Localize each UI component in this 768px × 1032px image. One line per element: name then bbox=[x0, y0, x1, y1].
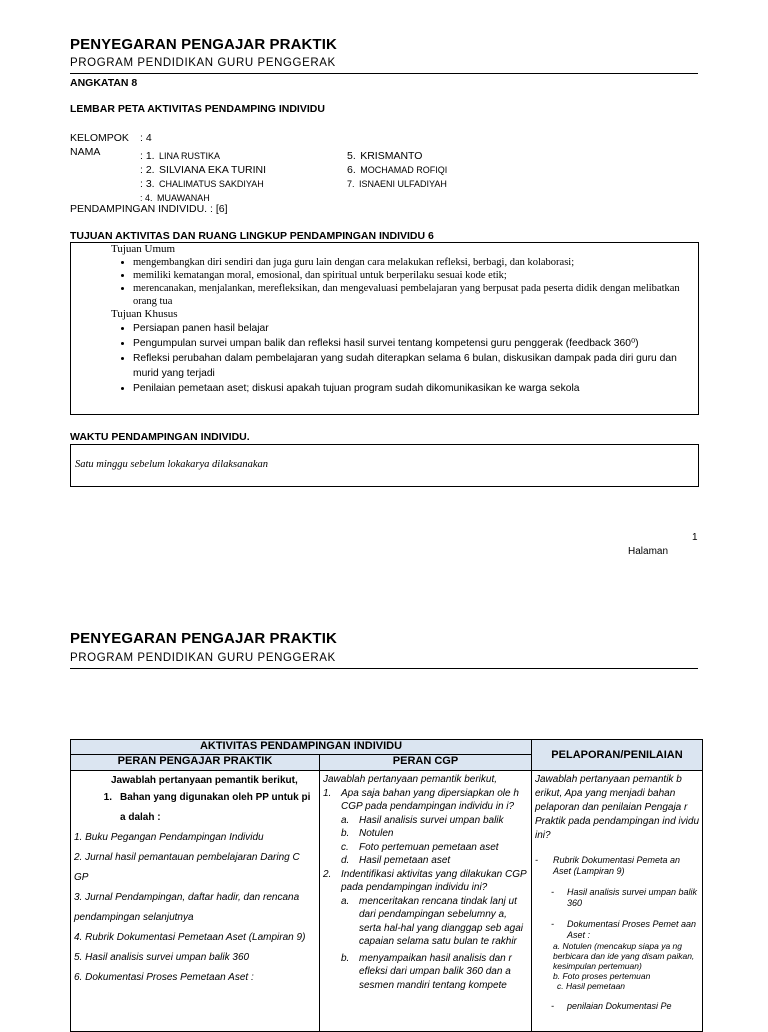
member-row bbox=[347, 146, 447, 160]
member-number: : 1. bbox=[140, 150, 155, 162]
member-row bbox=[347, 160, 447, 174]
member-name: MUAWANAH bbox=[156, 193, 210, 203]
report-item: - Dokumentasi Proses Pemet aan Aset : bbox=[535, 919, 699, 941]
list-item: • memiliki kematangan moral, emosional, dan spiritual untuk berperilaku sesuai kode etik; bbox=[133, 269, 698, 282]
list-item: • Pengumpulan survei umpan balik dan refleksi hasil survei tentang kompetensi guru penggerak (feedback 360⁰) bbox=[133, 336, 698, 351]
report-intro: Jawablah pertanyaan pemantik b erikut, Apa yang menjadi bahan pelaporan dan penilaian Pengaja r Praktik pada pendampingan ind ividu ini? bbox=[535, 774, 699, 841]
member-name: SILVIANA EKA TURINI bbox=[159, 164, 267, 176]
list-item-text: Notulen bbox=[359, 828, 394, 839]
list-item bbox=[323, 841, 528, 855]
report-item-text: penilaian Dokumentasi Pe bbox=[567, 1001, 672, 1011]
list-item-text: menyampaikan hasil analisis dan r efleksi dari umpan balik 360 dan a sesmen mandiri tentang kompete bbox=[359, 952, 512, 991]
tujuan-heading: TUJUAN AKTIVITAS DAN RUANG LINGKUP PENDAMPINGAN INDIVIDU 6 bbox=[70, 230, 434, 242]
member-name: LINA RUSTIKA bbox=[159, 151, 221, 161]
tujuan-khusus-label: Tujuan Khusus bbox=[111, 308, 178, 320]
list-item: • mengembangkan diri sendiri dan juga guru lain dengan cara melakukan refleksi, berbagi, dan kolaborasi; bbox=[133, 256, 698, 269]
page2-subtitle: PROGRAM PENDIDIKAN GURU PENGGERAK bbox=[70, 652, 336, 664]
list-item: • Persiapan panen hasil belajar bbox=[133, 321, 698, 336]
page-number: 1 bbox=[692, 532, 698, 543]
list-item bbox=[323, 952, 528, 993]
pendampingan-label: PENDAMPINGAN INDIVIDU. bbox=[70, 203, 208, 215]
page-title: PENYEGARAN PENGAJAR PRAKTIK bbox=[70, 36, 337, 53]
angkatan-label: ANGKATAN 8 bbox=[70, 77, 138, 89]
member-number: 7. bbox=[347, 179, 355, 189]
tujuan-khusus-list bbox=[71, 321, 698, 396]
page2-title: PENYEGARAN PENGAJAR PRAKTIK bbox=[70, 630, 337, 647]
list-item: 6. Dokumentasi Proses Pemetaan Aset : bbox=[74, 972, 254, 983]
nama-label: NAMA bbox=[70, 146, 101, 158]
tujuan-umum-list bbox=[71, 256, 698, 308]
member-row bbox=[140, 146, 266, 160]
tujuan-box bbox=[70, 242, 699, 415]
list-item-marker: d. bbox=[341, 855, 350, 866]
list-item: • Refleksi perubahan dalam pembelajaran yang sudah diterapkan selama 6 bulan, diskusikan dampak pada diri guru dan murid yang terjadi bbox=[133, 351, 698, 381]
header-report-cell: PELAPORAN/PENILAIAN bbox=[532, 740, 703, 771]
header-cgp-cell: PERAN CGP bbox=[320, 755, 532, 771]
member-name: ISNAENI ULFADIYAH bbox=[358, 179, 447, 189]
table-row bbox=[71, 771, 703, 1032]
member-number: 6. bbox=[347, 164, 356, 176]
list-item bbox=[323, 895, 528, 949]
cgp-question-1 bbox=[323, 787, 528, 814]
members-right-list bbox=[347, 146, 447, 188]
cgp-question-text: Apa saja bahan yang dipersiapkan ole h CGP pada pendampingan individu in i? bbox=[341, 787, 519, 812]
member-number: 5. bbox=[347, 150, 356, 162]
lembar-heading: LEMBAR PETA AKTIVITAS PENDAMPING INDIVIDU bbox=[70, 103, 325, 115]
list-item-text: Hasil analisis survei umpan balik bbox=[359, 814, 504, 826]
tujuan-umum-label: Tujuan Umum bbox=[111, 243, 176, 255]
list-item: 5. Hasil analisis survei umpan balik 360 bbox=[74, 952, 250, 963]
kelompok-value: : 4 bbox=[140, 132, 152, 144]
member-number: : 4. bbox=[140, 193, 153, 203]
title-divider bbox=[70, 73, 698, 74]
cgp-question-text: Indentifikasi aktivitas yang dilakukan CGP pada pendampingan individu ini? bbox=[341, 868, 527, 893]
list-item bbox=[323, 814, 528, 828]
members-left-list bbox=[140, 146, 266, 202]
list-item-marker: b. bbox=[341, 828, 350, 839]
member-number: : 3. bbox=[140, 178, 155, 190]
report-item: - Rubrik Dokumentasi Pemeta an Aset (Lampiran 9) bbox=[535, 855, 699, 877]
member-name: CHALIMATUS SAKDIYAH bbox=[159, 179, 264, 189]
list-item: 1. Buku Pegangan Pendampingan Individu bbox=[74, 832, 264, 843]
report-subitem: c. Hasil pemetaan bbox=[557, 981, 626, 991]
member-row bbox=[140, 174, 266, 188]
list-item-text: Hasil pemetaan aset bbox=[359, 855, 451, 866]
list-item: 4. Rubrik Dokumentasi Pemetaan Aset (Lampiran 9) bbox=[74, 932, 306, 943]
header-pp-cell: PERAN PENGAJAR PRAKTIK bbox=[71, 755, 320, 771]
report-item: - Hasil analisis survei umpan balik 360 bbox=[551, 887, 698, 908]
report-subitem: b. Foto proses pertemuan bbox=[553, 971, 651, 981]
cgp-question-number: 2. bbox=[323, 868, 332, 880]
report-item-text: Rubrik Dokumentasi Pemeta an Aset (Lampiran 9) bbox=[553, 855, 681, 876]
list-item-marker: c. bbox=[341, 841, 349, 853]
list-item bbox=[323, 854, 528, 868]
page2-title-divider bbox=[70, 668, 698, 669]
list-item-marker: b. bbox=[341, 952, 350, 964]
member-name: MOCHAMAD ROFIQI bbox=[360, 165, 448, 175]
kelompok-label: KELOMPOK bbox=[70, 132, 129, 144]
member-row bbox=[140, 160, 266, 174]
cgp-question-number: 1. bbox=[323, 787, 332, 799]
cgp-cell bbox=[320, 771, 532, 1032]
waktu-heading: WAKTU PENDAMPINGAN INDIVIDU. bbox=[70, 431, 250, 443]
list-item bbox=[323, 827, 528, 841]
list-item: • Penilaian pemetaan aset; diskusi apakah tujuan program sudah dikomunikasikan ke warga sekola bbox=[133, 381, 698, 396]
report-cell bbox=[532, 771, 703, 1032]
pendampingan-value: : [6] bbox=[210, 203, 228, 215]
member-number: : 2. bbox=[140, 164, 155, 176]
list-item: 2. Jurnal hasil pemantauan pembelajaran Daring C GP bbox=[74, 852, 300, 883]
member-row bbox=[347, 174, 447, 188]
halaman-label: Halaman bbox=[628, 546, 669, 557]
report-item: - penilaian Dokumentasi Pe bbox=[551, 1001, 672, 1011]
pp-intro: Jawablah pertanyaan pemantik berikut, bbox=[111, 775, 298, 786]
pp-question bbox=[74, 788, 316, 828]
list-item: • merencanakan, menjalankan, merefleksikan, dan mengevaluasi pembelajaran yang berpusat pada peserta didik dengan melibatkan orang tua bbox=[133, 282, 698, 308]
cgp-question-2 bbox=[323, 868, 528, 895]
pp-question-number: 1. bbox=[103, 792, 112, 803]
list-item-text: menceritakan rencana tindak lanj ut dari pendampingan sebelumny a, serta hal-hal yang dianggap seb agai capaian selama satu bulan te rakhir bbox=[359, 895, 524, 947]
waktu-box bbox=[70, 444, 699, 487]
pp-cell bbox=[71, 771, 320, 1032]
header-group-cell: AKTIVITAS PENDAMPINGAN INDIVIDU bbox=[71, 740, 532, 755]
pp-question-text: Bahan yang digunakan oleh PP untuk pi a dalah : bbox=[120, 792, 311, 823]
list-item-marker: a. bbox=[341, 895, 350, 907]
member-name: KRISMANTO bbox=[360, 150, 423, 162]
report-item-text: Hasil analisis survei umpan balik 360 bbox=[567, 887, 698, 908]
page-subtitle: PROGRAM PENDIDIKAN GURU PENGGERAK bbox=[70, 57, 336, 69]
member-row bbox=[140, 188, 266, 202]
list-item-text: Foto pertemuan pemetaan aset bbox=[359, 841, 499, 853]
report-subitem: a. Notulen (mencakup siapa ya ng berbicara dan ide yang disam paikan, kesimpulan pertemuan) bbox=[553, 941, 695, 971]
list-item-marker: a. bbox=[341, 814, 350, 826]
cgp-intro: Jawablah pertanyaan pemantik berikut, bbox=[323, 774, 497, 785]
report-item-text: Dokumentasi Proses Pemet aan Aset : bbox=[567, 919, 697, 940]
activity-table bbox=[70, 739, 703, 1032]
waktu-text: Satu minggu sebelum lokakarya dilaksanakan bbox=[75, 459, 269, 470]
table-header-row bbox=[71, 740, 703, 755]
list-item: 3. Jurnal Pendampingan, daftar hadir, dan rencana pendampingan selanjutnya bbox=[74, 892, 300, 923]
